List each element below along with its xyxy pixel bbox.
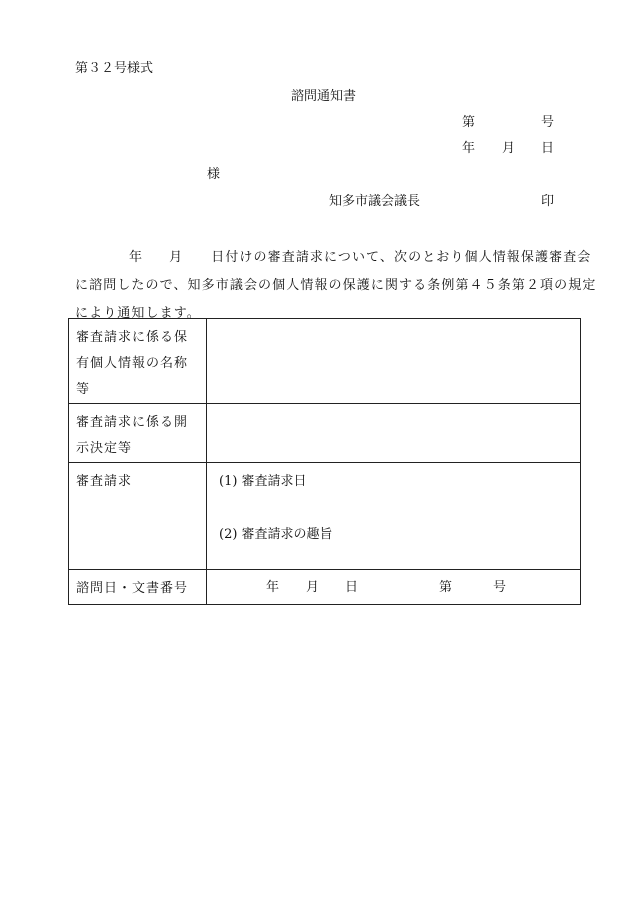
review-request-purpose: (2) 審査請求の趣旨 xyxy=(219,527,333,542)
row-label-personal-info: 審査請求に係る保有個人情報の名称等 xyxy=(69,319,207,404)
notice-body xyxy=(75,244,597,328)
row-label-disclosure-decision: 審査請求に係る開示決定等 xyxy=(69,404,207,463)
date-month: 月 xyxy=(502,141,516,156)
seal-mark: 印 xyxy=(541,194,555,209)
table-row xyxy=(69,463,581,570)
row-value-review-request[interactable] xyxy=(207,463,581,570)
consult-doc-no-label: 第 xyxy=(439,580,453,595)
date-year: 年 xyxy=(462,141,476,156)
consult-doc-no-suffix: 号 xyxy=(493,580,507,595)
body-month: 月 xyxy=(169,250,184,265)
document-title: 諮問通知書 xyxy=(291,89,357,104)
table-row xyxy=(69,319,581,404)
doc-number-label: 第 xyxy=(462,115,476,130)
doc-number-suffix: 号 xyxy=(541,115,555,130)
row-label-review-request: 審査請求 xyxy=(69,463,207,570)
table-row xyxy=(69,570,581,605)
row-value-personal-info[interactable] xyxy=(207,319,581,404)
body-line-1-text: 日付けの審査請求について、次のとおり個人情報保護審査会 xyxy=(211,250,592,265)
row-label-consultation-date: 諮問日・文書番号 xyxy=(69,570,207,605)
body-line-3: により通知します。 xyxy=(75,306,201,321)
table-row xyxy=(69,404,581,463)
consult-day: 日 xyxy=(345,580,359,595)
row-value-consultation-date[interactable] xyxy=(207,570,581,605)
consult-year: 年 xyxy=(266,580,280,595)
form-number: 第３２号様式 xyxy=(75,61,154,76)
body-line-2: に諮問したので、知多市議会の個人情報の保護に関する条例第４５条第２項の規定 xyxy=(75,278,597,293)
review-request-date: (1) 審査請求日 xyxy=(219,474,307,489)
row-value-disclosure-decision[interactable] xyxy=(207,404,581,463)
body-year: 年 xyxy=(129,250,144,265)
date-day: 日 xyxy=(541,141,555,156)
consultation-table xyxy=(68,318,581,605)
body-line-1 xyxy=(75,244,592,272)
consult-month: 月 xyxy=(306,580,320,595)
addressee-suffix: 様 xyxy=(207,167,221,182)
sender-title: 知多市議会議長 xyxy=(329,194,421,209)
